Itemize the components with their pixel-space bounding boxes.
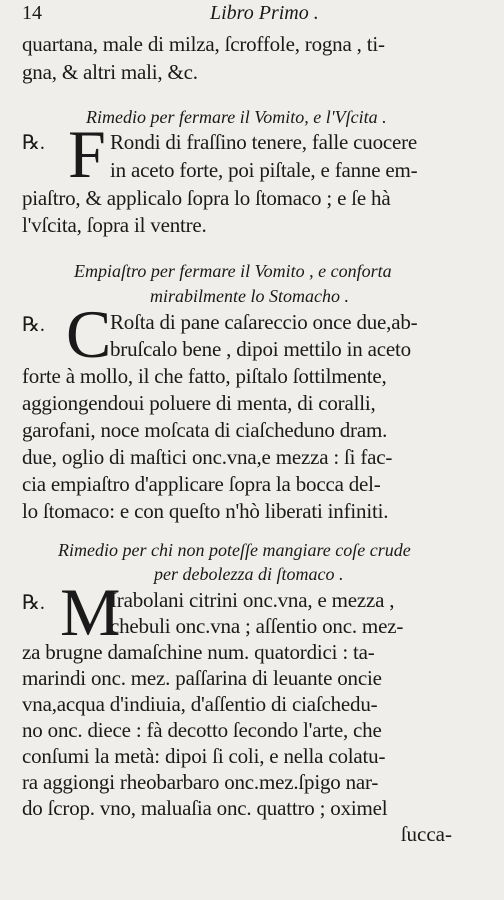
body-line: za brugne damaſchine num. quatordici : ta-: [22, 640, 375, 664]
body-line: do ſcrop. vno, maluaſia onc. quattro ; oximel: [22, 796, 388, 820]
drop-cap: F: [68, 116, 106, 192]
body-line: vna,acqua d'indiuia, d'aſſentio di ciaſchedu-: [22, 692, 378, 716]
body-line: Irabolani citrini onc.vna, e mezza ,: [110, 588, 395, 612]
body-line: piaſtro, & applicalo ſopra lo ſtomaco ; e ſe hà: [22, 186, 391, 210]
body-line: due, oglio di maſtici onc.vna,e mezza : ſi fac-: [22, 445, 393, 469]
recipe-heading: per debolezza di ſtomaco .: [154, 564, 344, 584]
rx-symbol: ℞.: [22, 314, 45, 336]
body-line: Roſta di pane caſareccio once due,ab-: [110, 310, 418, 334]
body-line: chebuli onc.vna ; aſſentio onc. mez-: [110, 614, 404, 638]
recipe-heading: mirabilmente lo Stomacho .: [150, 286, 349, 306]
body-line: garofani, noce moſcata di ciaſcheduno dram.: [22, 418, 388, 442]
body-line: no onc. diece : fà decotto ſecondo l'arte, che: [22, 718, 382, 742]
body-line: bruſcalo bene , dipoi mettilo in aceto: [110, 337, 411, 361]
catchword: ſucca-: [400, 822, 452, 846]
recipe-heading: Empiaſtro per fermare il Vomito , e conforta: [74, 261, 392, 281]
body-line: conſumi la metà: dipoi ſi coli, e nella colatu-: [22, 744, 386, 768]
body-line: l'vſcita, ſopra il ventre.: [22, 213, 207, 237]
page-number: 14: [22, 2, 42, 24]
rx-symbol: ℞.: [22, 132, 45, 154]
body-line: cia empiaſtro d'applicare ſopra la bocca del-: [22, 472, 381, 496]
page-header: [22, 2, 484, 28]
drop-cap: C: [66, 296, 112, 372]
body-line: in aceto forte, poi piſtale, e fanne em-: [110, 158, 418, 182]
recipe-heading: Rimedio per chi non poteſſe mangiare coſe crude: [58, 540, 411, 560]
body-line: forte à mollo, il che fatto, piſtalo ſottilmente,: [22, 364, 387, 388]
recipe-heading: Rimedio per fermare il Vomito, e l'Vſcita .: [86, 107, 387, 127]
rx-symbol: ℞.: [22, 592, 45, 614]
running-title: Libro Primo .: [210, 2, 319, 24]
body-line: Rondi di fraſſino tenere, falle cuocere: [110, 130, 418, 154]
body-line: ra aggiongi rheobarbaro onc.mez.ſpigo nar-: [22, 770, 379, 794]
body-line: lo ſtomaco: e con queſto n'hò liberati infiniti.: [22, 499, 389, 523]
drop-cap: M: [60, 574, 121, 650]
body-line: gna, & altri mali, &c.: [22, 60, 198, 84]
body-line: aggiongendoui poluere di menta, di coralli,: [22, 391, 376, 415]
body-line: quartana, male di milza, ſcroffole, rogna , ti-: [22, 32, 385, 56]
body-line: marindi onc. mez. paſſarina di leuante oncie: [22, 666, 382, 690]
